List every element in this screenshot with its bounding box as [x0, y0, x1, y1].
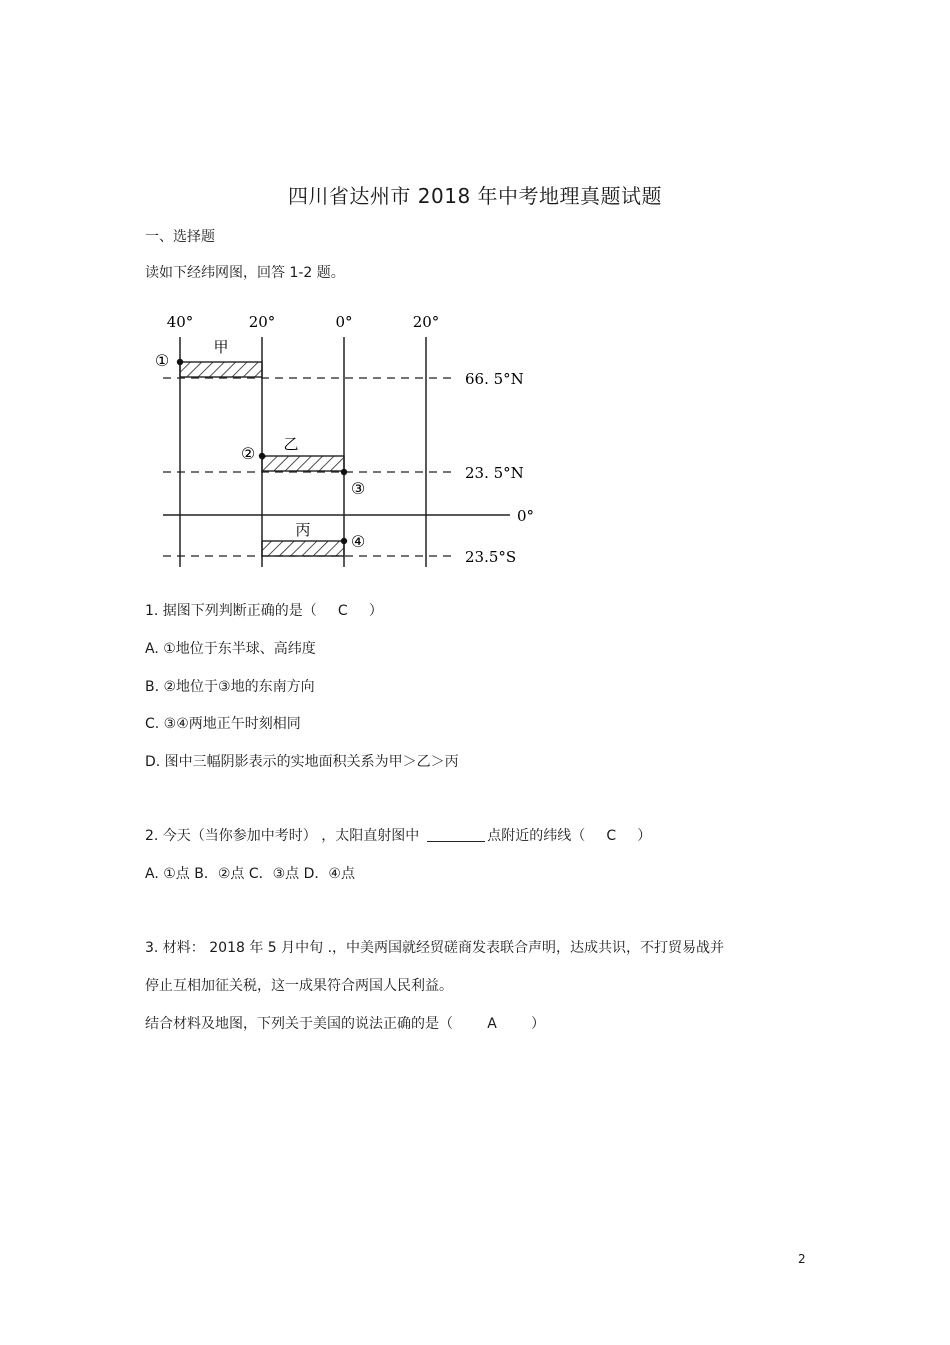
region-label-yi: 乙: [283, 435, 299, 453]
point-1-marker: [177, 359, 183, 365]
question-1-text: 1. 据图下列判断正确的是（: [145, 603, 317, 619]
question-3-line-2: 停止互相加征关税，这一成果符合两国人民利益。: [145, 978, 453, 994]
page-title: 四川省达州市 2018 年中考地理真题试题: [287, 184, 663, 208]
question-3-line-1: 3. 材料： 2018 年 5 月中旬 .，中美两国就经贸磋商发表联合声明，达成共识，不打贸易战并: [145, 940, 725, 956]
lon-label-0: 0°: [335, 313, 353, 331]
point-2-marker: [259, 453, 265, 459]
question-3-close: ）: [531, 1016, 545, 1032]
point-3-marker: [341, 469, 347, 475]
question-2-stem: [145, 825, 651, 845]
question-1-option-a: A. ①地位于东半球、高纬度: [145, 641, 316, 657]
question-1-option-d: D. 图中三幅阴影表示的实地面积关系为甲＞乙＞丙: [145, 754, 459, 770]
question-2-text-b: 点附近的纬线（: [487, 828, 586, 844]
point-label-3: ③: [350, 479, 366, 498]
question-1-option-b: B. ②地位于③地的东南方向: [145, 679, 315, 695]
region-label-bing: 丙: [295, 521, 311, 539]
lon-label-20w: 20°: [248, 313, 276, 331]
question-2-close: ）: [637, 828, 652, 844]
region-bing: [262, 541, 344, 556]
question-1-option-c: C. ③④两地正午时刻相同: [145, 716, 301, 732]
question-1-stem: [145, 600, 383, 620]
question-3-text: 结合材料及地图，下列关于美国的说法正确的是（: [145, 1016, 453, 1032]
lat-label-23n: 23. 5°N: [465, 464, 524, 482]
question-2-answer: C: [606, 828, 617, 844]
answer-blank: [427, 827, 485, 842]
question-3-line-3: [145, 1013, 545, 1033]
question-2-text-a: 2. 今天（当你参加中考时） ，太阳直射图中: [145, 828, 420, 844]
question-2-options: A. ①点 B．②点 C．③点 D．④点: [145, 866, 355, 882]
question-1-close: ）: [368, 603, 383, 619]
point-label-2: ②: [240, 444, 256, 463]
lat-label-0: 0°: [517, 507, 535, 525]
lon-label-20e: 20°: [412, 313, 440, 331]
point-4-marker: [341, 538, 347, 544]
point-label-4: ④: [350, 532, 366, 551]
question-1-answer: C: [337, 603, 348, 619]
section-heading: 一、选择题: [145, 229, 215, 245]
lat-label-23s: 23.5°S: [465, 548, 517, 566]
region-label-jia: 甲: [213, 338, 229, 356]
intro-text: 读如下经纬网图，回答 1-2 题。: [145, 265, 345, 281]
point-label-1: ①: [154, 351, 170, 370]
question-3-answer: A: [487, 1016, 497, 1032]
page-number: 2: [798, 1252, 806, 1266]
region-jia: [180, 362, 262, 377]
graticule-figure: [145, 305, 565, 580]
lon-label-40w: 40°: [166, 313, 194, 331]
region-yi: [262, 456, 344, 471]
lat-label-66n: 66. 5°N: [465, 370, 524, 388]
